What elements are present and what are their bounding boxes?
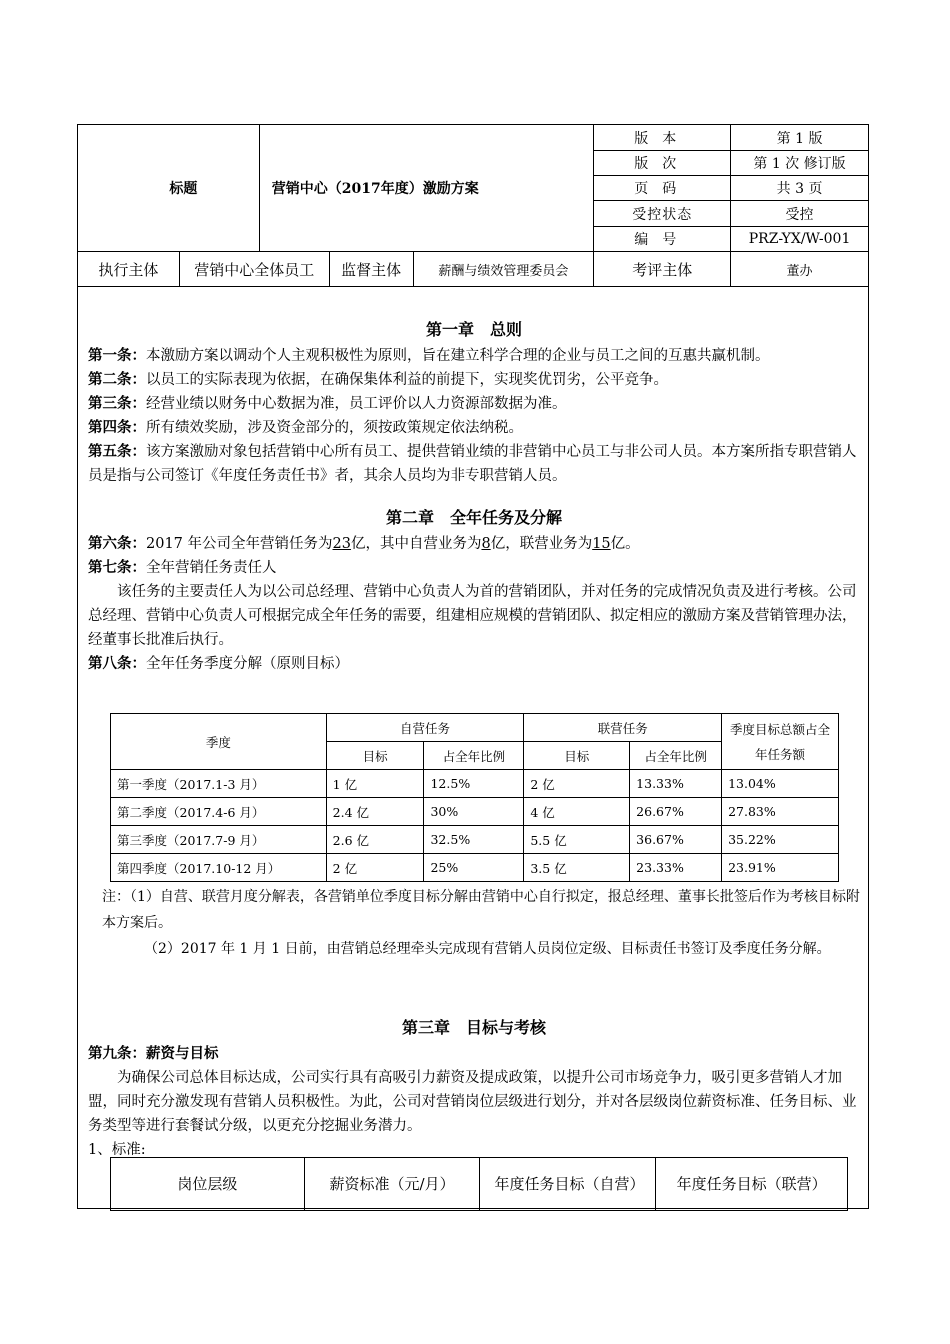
supervisor-label: 监督主体 <box>329 252 413 287</box>
th-annual-joint: 年度任务目标（联营） <box>656 1158 848 1211</box>
salary-table <box>110 1157 848 1211</box>
th-self-ratio: 占全年比例 <box>424 742 524 770</box>
table-row: 第一季度（2017.1-3 月） 1 亿 12.5% 2 亿 13.33% 13.04% <box>111 770 839 798</box>
article-9-body: 为确保公司总体目标达成，公司实行具有高吸引力薪资及提成政策，以提升公司市场竞争力，吸引更多营销人才加盟，同时充分激发现有营销人员积极性。为此，公司对营销岗位层级进行划分，并对各层级岗位薪资标准、任务目标、业务类型等进行套餐试分级，以更充分挖掘业务潜力。 <box>88 1070 857 1134</box>
chapter-2-title: 第二章 全年任务及分解 <box>385 508 562 527</box>
article-3: 第三条：经营业绩以财务中心数据为准，员工评价以人力资源部数据为准。 <box>88 395 567 412</box>
article-2: 第二条：以员工的实际表现为依据，在确保集体利益的前提下，实现奖优罚劣，公平竞争。 <box>88 371 668 388</box>
th-total: 季度目标总额占全年任务额 <box>722 714 839 770</box>
th-self: 自营任务 <box>326 714 524 742</box>
article-1: 第一条：本激励方案以调动个人主观积极性为原则，旨在建立科学合理的企业与员工之间的互惠共赢机制。 <box>88 347 770 364</box>
body-text <box>88 312 860 676</box>
table-row: 第二季度（2017.4-6 月） 2.4 亿 30% 4 亿 26.67% 27.83% <box>111 798 839 826</box>
note-2: （2）2017 年 1 月 1 日前，由营销总经理牵头完成现有营销人员岗位定级、目标责任书签订及季度任务分解。 <box>144 941 831 957</box>
article-4: 第四条：所有绩效奖励，涉及资金部分的，须按政策规定依法纳税。 <box>88 419 523 436</box>
meta-label-code: 编号 <box>594 227 731 252</box>
th-annual-self: 年度任务目标（自营） <box>480 1158 656 1211</box>
title-label: 标题 <box>78 125 260 252</box>
table-notes <box>88 884 860 962</box>
article-8: 第八条：全年任务季度分解（原则目标） <box>88 655 349 672</box>
meta-value-version: 第 1 版 <box>731 125 869 151</box>
chapter-3-title: 第三章 目标与考核 <box>401 1018 546 1037</box>
supervisor-value: 薪酬与绩效管理委员会 <box>413 252 594 287</box>
table-row: 第四季度（2017.10-12 月） 2 亿 25% 3.5 亿 23.33% 23.91% <box>111 854 839 882</box>
th-joint-target: 目标 <box>524 742 630 770</box>
article-7-body: 该任务的主要责任人为以公司总经理、营销中心负责人为首的营销团队，并对任务的完成情况负责及进行考核。公司总经理、营销中心负责人可根据完成全年任务的需要，组建相应规模的营销团队、拟定相应的激励方案及营销管理办法，经董事长批准后执行。 <box>88 584 857 648</box>
chapter-3 <box>88 1010 860 1162</box>
th-position-level: 岗位层级 <box>111 1158 305 1211</box>
th-quarter: 季度 <box>111 714 327 770</box>
document-header <box>77 124 869 287</box>
meta-label-version: 版本 <box>594 125 731 151</box>
quarter-task-table <box>110 713 839 882</box>
meta-value-pages: 共 3 页 <box>731 176 869 201</box>
meta-value-revision: 第 1 次 修订版 <box>731 151 869 176</box>
table-row: 第三季度（2017.7-9 月） 2.6 亿 32.5% 5.5 亿 36.67% 35.22% <box>111 826 839 854</box>
evaluator-label: 考评主体 <box>594 252 731 287</box>
th-self-target: 目标 <box>326 742 424 770</box>
exec-value: 营销中心全体员工 <box>179 252 329 287</box>
article-7: 第七条：全年营销任务责任人 <box>88 559 277 576</box>
article-9-title: 第九条：薪资与目标 <box>88 1045 219 1062</box>
document-title: 营销中心（2017年度）激励方案 <box>259 125 594 252</box>
note-1: 注：（1）自营、联营月度分解表，各营销单位季度目标分解由营销中心自行拟定，报总经理、董事长批签后作为考核目标附本方案后。 <box>102 889 860 931</box>
th-joint-ratio: 占全年比例 <box>630 742 722 770</box>
standard-label: 1、标准: <box>88 1142 146 1158</box>
meta-label-control: 受控状态 <box>594 201 731 227</box>
meta-label-revision: 版次 <box>594 151 731 176</box>
meta-value-control: 受控 <box>731 201 869 227</box>
th-salary-standard: 薪资标准（元/月） <box>304 1158 480 1211</box>
meta-label-pages: 页码 <box>594 176 731 201</box>
article-5: 第五条：该方案激励对象包括营销中心所有员工、提供营销业绩的非营销中心员工与非公司人员。本方案所指专职营销人员是指与公司签订《年度任务责任书》者，其余人员均为非专职营销人员。 <box>88 443 857 484</box>
th-joint: 联营任务 <box>524 714 722 742</box>
exec-label: 执行主体 <box>78 252 180 287</box>
chapter-1-title: 第一章 总则 <box>425 320 522 339</box>
article-6: 第六条：2017 年公司全年营销任务为23亿，其中自营业务为8亿，联营业务为15亿。 <box>88 535 640 552</box>
evaluator-value: 董办 <box>731 252 869 287</box>
meta-value-code: PRZ-YX/W-001 <box>731 227 869 252</box>
